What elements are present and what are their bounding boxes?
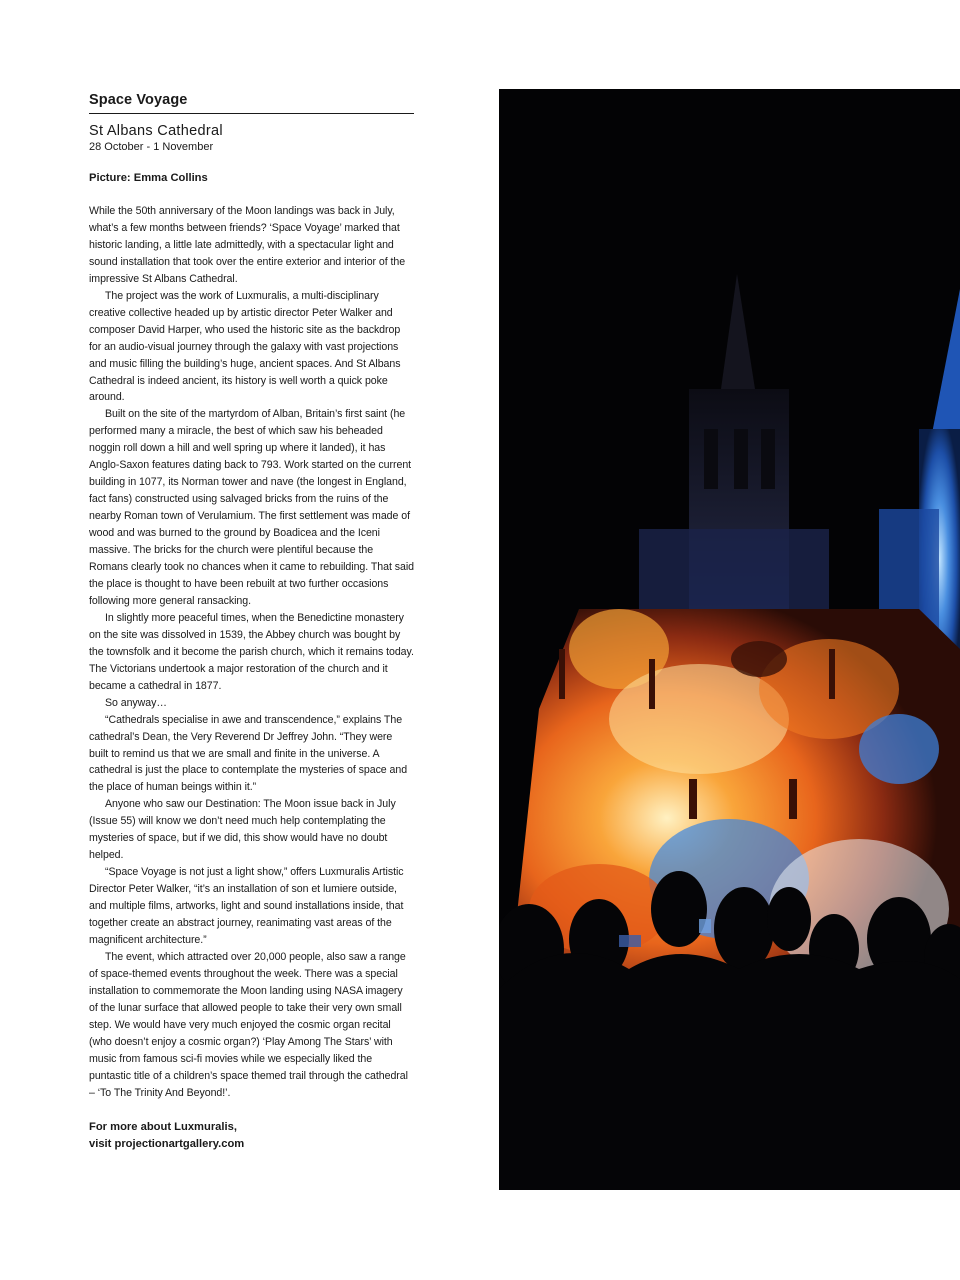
event-dates: 28 October - 1 November xyxy=(89,141,214,153)
paragraph: In slightly more peaceful times, when the Benedictine monastery on the site was dissolved in 1539, the Abbey church was bought by the townsfolk and it become the parish church, which it remains today. The Victorians undertook a major restoration of the church and it became a cathedral in 1877. xyxy=(89,611,414,692)
paragraph: “Cathedrals specialise in awe and transcendence,” explains The cathedral’s Dean, the Very Reverend Dr Jeffrey John. “They were built to remind us that we are small and finite in the universe. A cathedral is just the place to contemplate the mysteries of space and the place of human beings within it.” xyxy=(89,713,408,794)
cathedral-illustration xyxy=(499,89,960,1190)
paragraph: So anyway… xyxy=(105,696,167,709)
footer-link: visit projectionartgallery.com xyxy=(89,1137,245,1150)
footer-line: For more about Luxmuralis, xyxy=(89,1120,237,1133)
article-body xyxy=(89,203,414,1102)
section-title: Space Voyage xyxy=(89,92,414,114)
paragraph: Built on the site of the martyrdom of Alban, Britain’s first saint (he performed many a miracle, the best of which saw his beheaded noggin roll down a hill and well spring up where it landed), it has Anglo-Saxon features dating back to 793. Work started on the current building in 1077, its Norman tower and nave (the longest in England, fact fans) constructed using salvaged bricks from the ruins of the nearby Roman town of Verulamium. The first settlement was made of wood and was burned to the ground by Boadicea and the Iceni massive. The bricks for the church were plentiful because the Romans clearly took no chances when it came to rebuilding. That said the place is thought to have been rebuilt at two further occasions following more general ransacking. xyxy=(89,408,414,607)
paragraph: The event, which attracted over 20,000 people, also saw a range of space-themed events throughout the week. There was a special installation to commemorate the Moon landing using NASA imagery of the lunar surface that allowed people to take their very own small step. We would have very much enjoyed the cosmic organ recital (who doesn’t enjoy a cosmic organ?) ‘Play Among The Stars’ with music from famous sci-fi movies while we especially liked the puntastic title of a children’s space themed trail through the cathedral – ‘To The Trinity And Beyond!’. xyxy=(89,950,408,1099)
picture-credit: Picture: Emma Collins xyxy=(89,172,208,184)
paragraph: Anyone who saw our Destination: The Moon issue back in July (Issue 55) will know we don’t need much help contemplating the mysteries of space, but if we did, this show would have no doubt helped. xyxy=(89,798,396,862)
venue-title: St Albans Cathedral xyxy=(89,123,223,139)
phone-screen xyxy=(699,919,711,933)
phone-screen xyxy=(619,935,641,947)
paragraph: The project was the work of Luxmuralis, a multi-disciplinary creative collective headed up by artistic director Peter Walker and composer David Harper, who used the historic site as the backdrop for an audio-visual journey through the galaxy with vast projections and music filling the building’s huge, ancient spaces. And St Albans Cathedral is indeed ancient, its history is well worth a quick poke around. xyxy=(89,289,401,404)
footer-note xyxy=(89,1119,414,1153)
paragraph: While the 50th anniversary of the Moon landings was back in July, what’s a few months between friends? ‘Space Voyage’ marked that historic landing, a little late admittedly, with a spectacular light and sound installation that took over the entire exterior and interior of the impressive St Albans Cathedral. xyxy=(89,205,406,285)
article-column xyxy=(89,92,414,1153)
cathedral-photo xyxy=(499,89,960,1190)
paragraph: “Space Voyage is not just a light show,” offers Luxmuralis Artistic Director Peter Walker, “it’s an installation of son et lumiere outside, and multiple films, artworks, light and sound installations inside, that together create an abstract journey, reanimating vast areas of the magnificent architecture.” xyxy=(89,866,404,946)
